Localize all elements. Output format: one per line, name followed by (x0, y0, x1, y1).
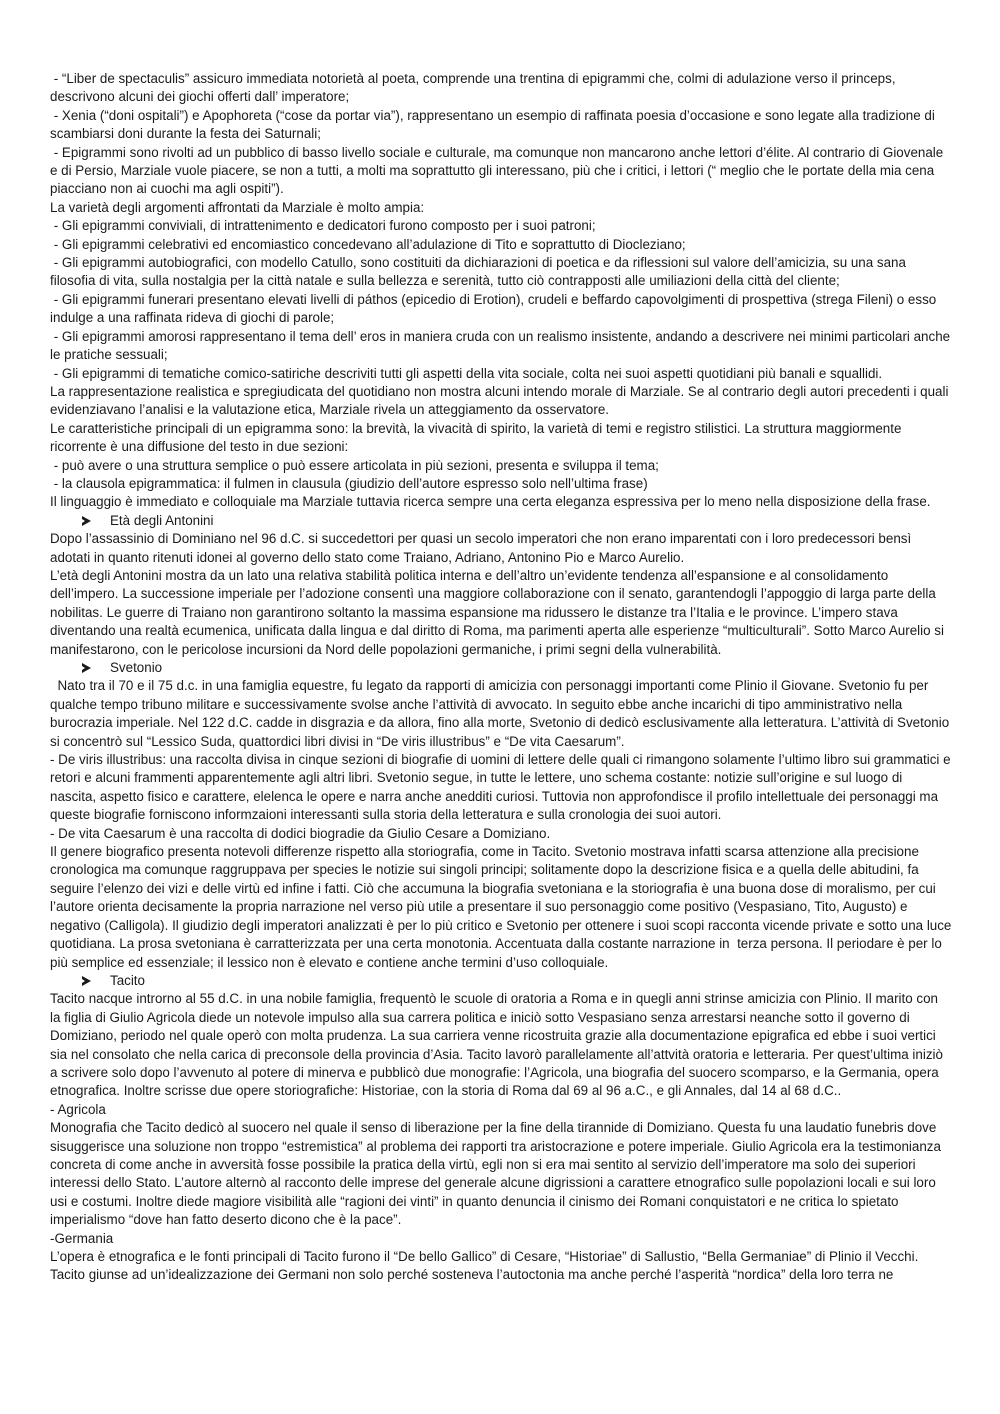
paragraph: - De viris illustribus: una raccolta divisa in cinque sezioni di biografie di uomini di lettere delle quali ci rimangono solamente l’ultimo libro sui grammatici e retori e alcuni frammenti apparentemente agli altri libri. Svetonio segue, in tutte le lettere, uno schema costante: notizie sull’origine e sul luogo di nascita, aspetto fisico e carattere, elelenca le opere e narra anche anedditi curiosi. Tuttovia non approfondisce il profilo intellettuale dei personaggi ma queste biografie forniscono informzaioni interessanti sulla storia della letteratura e sulla cronologia dei suoi autori. (50, 752, 955, 823)
paragraph: Il linguaggio è immediato e colloquiale ma Marziale tuttavia ricerca sempre una certa eleganza espressiva per lo meno nella disposizione della frase. (50, 494, 931, 510)
paragraph: - Xenia (“doni ospitali”) e Apophoreta (“cose da portar via”), rappresentano un esempio di raffinata poesia d’occasione e sono legate alla tradizione di scambiarsi doni durante la festa dei Saturnali; (50, 107, 939, 142)
section-antonini (50, 530, 952, 659)
paragraph: - De vita Caesarum è una raccolta di dodici biogradie da Giulio Cesare a Domiziano. (50, 825, 551, 841)
paragraph: - la clausola epigrammatica: il fulmen in clausula (giudizio dell’autore espresso solo nell’ultima frase) (50, 475, 648, 491)
arrowhead-bullet-icon (82, 663, 91, 673)
paragraph: - Gli epigrammi conviviali, di intrattenimento e dedicatori furono composto per i suoi patroni; (50, 218, 596, 234)
paragraph: Tacito nacque introrno al 55 d.C. in una nobile famiglia, frequentò le scuole di oratoria a Roma e in quegli anni strinse amicizia con Plinio. Il marito con la figlia di Giulio Agricola diede un notevole impulso alla sua carrera politica e iniciò sotto Vespasiano senza arrestarsi neanche sotto il governo di Domiziano, periodo nel quale operò con molta prudenza. La sua carriera venne ricostruita grazie alla documentazione epigrafica ed ebbe i suoi vertici sia nel consolato che nella carica di preconsole della provincia d’Asia. Tacito lavorò parallelamente all’attvità oratoria e letteraria. Per quest’ultima iniziò a scrivere solo dopo l’avvenuto al potere di minerva e pubblicò due monografie: l’Agricola, una biografia del suocero scomparso, e la Germania, opera etnografica. Inoltre scrisse due opere storiografiche: Historiae, con la storia di Roma dal 69 al 96 a.C., e gli Annales, dal 14 al 68 d.C.. (50, 991, 947, 1099)
section-svetonio (50, 677, 956, 972)
paragraph: L’opera è etnografica e le fonti principali di Tacito furono il “De bello Gallico” di Cesare, “Historiae” di Sallustio, “Bella Germaniae” di Plinio il Vecchi. Tacito giunse ad un’idealizzazione dei Germani non solo perché sosteneva l’autoctonia ma anche perché l’asperità “nordica” della loro terra ne (50, 1249, 922, 1283)
paragraph: Monografia che Tacito dedicò al suocero nel quale il senso di liberazione per la fine della tirannide di Domiziano. Questa fu una laudatio funebris dove sisuggerisce una soluzione non troppo “estremistica” al problema dei rapporti tra aristocrazione e potere imperiale. Giulio Agricola era la testimonianza concreta di come anche in avversità fosse possibile la pratica della virtù, egli non si era mai sentito al servizio dell’imperatore ma solo dei superiori interessi dello Stato. L’autore alternò al racconto delle imprese del generale alcune digrissioni a carattere etnografico sulle popolazioni locali e sui loro usi e costumi. Inoltre diede magiore visibilità alle “ragioni dei vinti” in quanto denuncia il cinismo dei Romani conquistatori e ne critica lo spietato imperialismo “dove han fatto deserto dicono che è la pace”. (50, 1120, 945, 1228)
paragraph: - Gli epigrammi di tematiche comico-satiriche descriviti tutti gli aspetti della vita sociale, colta nei suoi aspetti quotidiani più banali e squallidi. (50, 365, 883, 381)
arrowhead-bullet-icon (82, 976, 91, 986)
paragraph: - Epigrammi sono rivolti ad un pubblico di basso livello sociale e culturale, ma comunque non mancarono anche lettori d’élite. Al contrario di Giovenale e di Persio, Marziale vuole piacere, se non a tutti, a molti ma soprattutto gli interessano, più che i critici, i lettori (“ meglio che le portate della mia cena piacciano non ai cuochi ma agli ospiti”). (50, 144, 947, 197)
paragraph: La varietà degli argomenti affrontati da Marziale è molto ampia: (50, 199, 425, 215)
paragraph: - Gli epigrammi funerari presentano elevati livelli di páthos (epicedio di Erotion), crudeli e beffardo capovolgimenti di prospettiva (strega Fileni) o esso indulge a una raffinata rideva di giochi di parole; (50, 291, 940, 326)
paragraph: L’età degli Antonini mostra da un lato una relativa stabilità politica interna e dell’altro un’evidente tendenza all’espansione e al consolidamento dell’impero. La successione imperiale per l’adozione consentì una maggiore collaborazione con il senato, garantendogli l’appoggio di larga parte della nobilitas. Le guerre di Traiano non garantirono soltanto la massima espansione ma ridussero le distanze tra l’Italia e le province. L’impero stava diventando una realtà ecumenica, unificata dalla lingua e dal diritto di Roma, ma parimenti aperta alle esperienze “multiculturali”. Sotto Marco Aurelio si manifestarono, con le pericolose incursioni da Nord delle popolazioni germaniche, i primi segni della vulnerabilità. (50, 567, 948, 657)
heading-text: Tacito (110, 972, 145, 988)
paragraph: - Gli epigrammi celebrativi ed encomiastico concedevano all’adulazione di Tito e soprattutto di Diocleziano; (50, 236, 686, 252)
section-heading-svetonio (82, 659, 952, 677)
section-tacito (50, 990, 952, 1285)
paragraph: Il genere biografico presenta notevoli differenze rispetto alla storiografia, come in Tacito. Svetonio mostrava infatti scarsa attenzione alla precisione cronologica ma comunque raggruppava per species le notizie sui singoli principi; solitamente dopo la descrizione fisica e a quella delle abitudini, fa seguire l’elenzo dei vizi e delle virtù ed infine i fatti. Ciò che accumuna la biografia svetoniana e la storiografia è una buona dose di moralismo, per cui l’autore orienta decisamente la propria narrazione nel verso più utile a presentare il suo personaggio come positivo (Vespasiano, Tito, Augusto) e negativo (Calligola). Il giudizio degli imperatori analizzati è per lo più critico e Svetonio per ottenere i suoi scopi racconta vicende private e sotto una luce quotidiana. La prosa svetoniana è carratterizzata per una certa monotonia. Accentuata dalla costante narrazione in terza persona. Il periodare è per lo più semplice ed essenziale; il lessico non è elevato e contiene anche termini d’uso colloquiale. (50, 844, 956, 970)
paragraph: -Germania (50, 1230, 114, 1246)
paragraph: - Gli epigrammi amorosi rappresentano il tema dell’ eros in maniera cruda con un realismo insistente, andando a descrivere nei minimi particolari anche le pratiche sessuali; (50, 328, 954, 363)
heading-text: Svetonio (110, 660, 163, 675)
section-marziale (50, 70, 952, 512)
arrowhead-bullet-icon (82, 516, 91, 526)
paragraph: La rappresentazione realistica e spregiudicata del quotidiano non mostra alcuni intendo morale di Marziale. Se al contrario degli autori precedenti i quali evidenziavano l’analisi e la valutazione etica, Marziale rivela un atteggiamento da osservatore. (50, 383, 953, 418)
paragraph: - Gli epigrammi autobiografici, con modello Catullo, sono costituiti da dichiarazioni di poetica e da riflessioni sul valore dell’amicizia, su una sana filosofia di vita, sulla nostalgia per la città natale e sulla bellezza e serenità, tutto ciò contrapposti alle umiliazioni della città del cliente; (50, 255, 910, 289)
paragraph: - “Liber de spectaculis” assicuro immediata notorietà al poeta, comprende una trentina di epigrammi che, colmi di adulazione verso il princeps, descrivono alcuni dei giochi offerti dall’ imperatore; (50, 71, 900, 105)
paragraph: - può avere o una struttura semplice o può essere articolata in più sezioni, presenta e sviluppa il tema; (50, 457, 659, 473)
section-heading-tacito (82, 972, 952, 990)
paragraph: Dopo l’assassinio di Dominiano nel 96 d.C. si succedettori per quasi un secolo imperatori che non erano imparentati con i loro predecessori bensì adotati in quanto ritenuti idonei al governo dello stato come Traiano, Adriano, Antonino Pio e Marco Aurelio. (50, 531, 915, 565)
section-heading-antonini (82, 512, 952, 530)
heading-text: Età degli Antonini (110, 512, 214, 528)
paragraph: - Agricola (50, 1101, 106, 1117)
paragraph: Le caratteristiche principali di un epigramma sono: la brevità, la vivacità di spirito, la varietà di temi e registro stilistici. La struttura maggiormente ricorrente è una diffusione del testo in due sezioni: (50, 420, 906, 455)
paragraph: Nato tra il 70 e il 75 d.c. in una famiglia equestre, fu legato da rapporti di amicizia con personaggi importanti come Plinio il Giovane. Svetonio fu per qualche tempo tribuno militare e successivamente svolse anche l’attività di avvocato. In seguito ebbe anche incarichi di tipo amministrativo nella burocrazia imperiale. Nel 122 d.C. cadde in disgrazia e da allora, fino alla morte, Svetonio di dedicò esclusivamente alla letteratura. L’attività di Svetonio si concentrò sul “Lessico Suda, quattordici libri divisi in “De viris illustribus” e “De vita Caesarum”. (50, 678, 953, 749)
